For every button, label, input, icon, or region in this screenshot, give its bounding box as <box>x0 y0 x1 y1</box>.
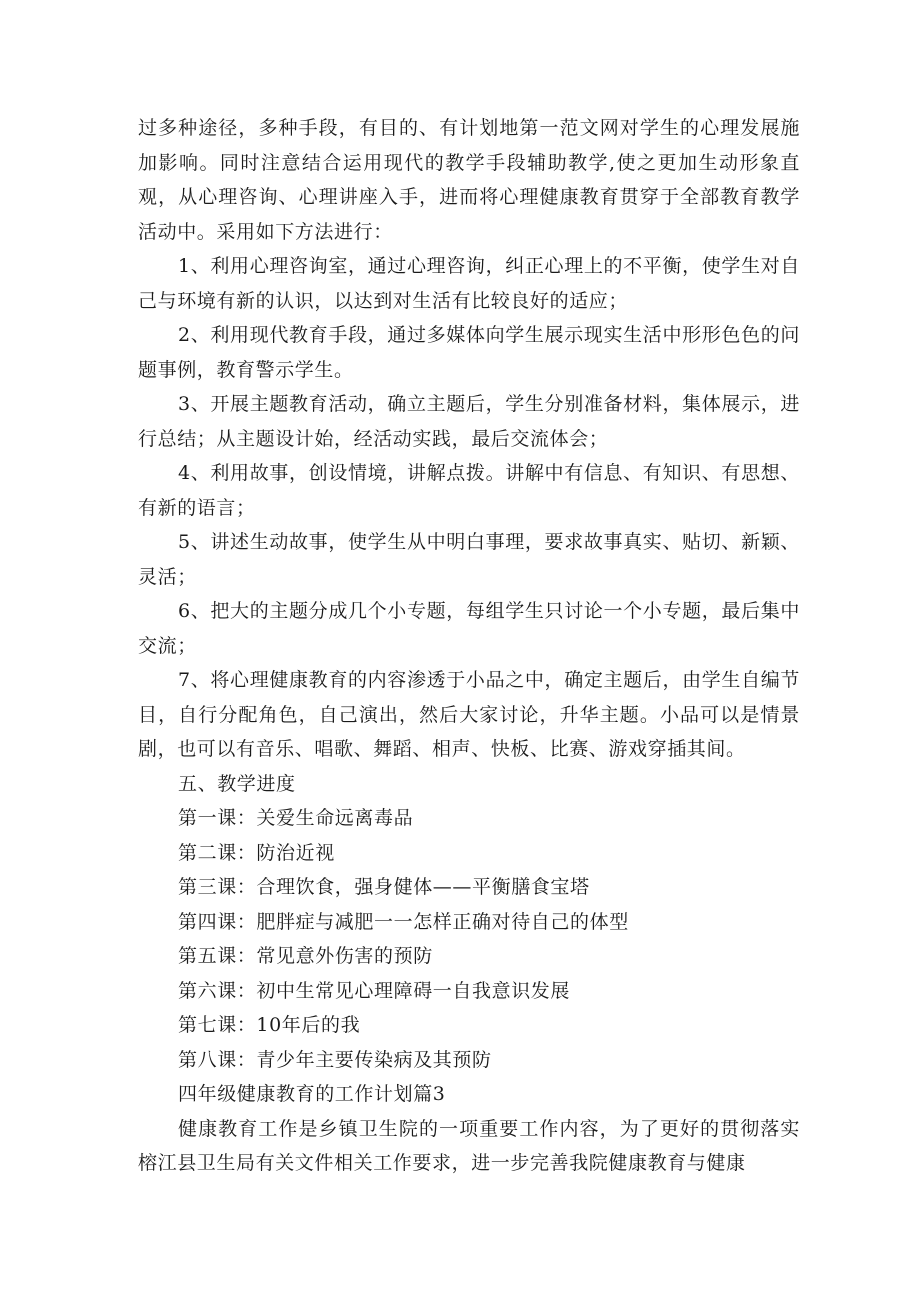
closing-paragraph: 健康教育工作是乡镇卫生院的一项重要工作内容，为了更好的贯彻落实榕江县卫生局有关文件相关工作要求，进一步完善我院健康教育与健康 <box>138 1117 800 1174</box>
method-2-paragraph: 2、利用现代教育手段，通过多媒体向学生展示现实生活中形形色色的问题事例，教育警示学生。 <box>138 324 800 381</box>
method-4-paragraph: 4、利用故事，创设情境，讲解点拨。讲解中有信息、有知识、有思想、有新的语言； <box>138 462 800 519</box>
part-title: 四年级健康教育的工作计划篇3 <box>178 1083 446 1105</box>
lesson-item-2: 第二课：防治近视 <box>178 841 335 864</box>
lesson-item-3: 第三课：合理饮食，强身健体——平衡膳食宝塔 <box>178 876 590 898</box>
method-1-paragraph: 1、利用心理咨询室，通过心理咨询，纠正心理上的不平衡，使学生对自己与环境有新的认识，以达到对生活有比较良好的适应； <box>138 255 800 312</box>
lesson-item-5: 第五课：常见意外伤害的预防 <box>178 945 433 967</box>
lesson-item-8: 第八课：青少年主要传染病及其预防 <box>178 1048 492 1071</box>
method-6-paragraph: 6、把大的主题分成几个小专题，每组学生只讨论一个小专题，最后集中交流； <box>138 600 800 657</box>
lesson-item-7: 第七课：10年后的我 <box>178 1014 361 1036</box>
section-heading: 五、教学进度 <box>178 772 296 795</box>
method-7-paragraph: 7、将心理健康教育的内容渗透于小品之中，确定主题后，由学生自编节目，自行分配角色，自己演出，然后大家讨论，升华主题。小品可以是情景剧，也可以有音乐、唱歌、舞蹈、相声、快板、比赛、游戏穿插其间。 <box>138 669 800 760</box>
lesson-item-6: 第六课：初中生常见心理障碍一自我意识发展 <box>178 979 571 1002</box>
method-3-paragraph: 3、开展主题教育活动，确立主题后，学生分别准备材料，集体展示，进行总结；从主题设计始，经活动实践，最后交流体会； <box>138 393 800 450</box>
document-body <box>138 111 800 1181</box>
lesson-item-1: 第一课：关爱生命远离毒品 <box>178 807 414 829</box>
method-5-paragraph: 5、讲述生动故事，使学生从中明白事理，要求故事真实、贴切、新颖、灵活； <box>138 531 800 588</box>
intro-paragraph: 过多种途径，多种手段，有目的、有计划地第一范文网对学生的心理发展施加影响。同时注意结合运用现代的教学手段辅助教学,使之更加生动形象直观，从心理咨询、心理讲座入手，进而将心理健康教育贯穿于全部教育教学活动中。采用如下方法进行： <box>138 117 800 243</box>
lesson-item-4: 第四课：肥胖症与减肥一一怎样正确对待自己的体型 <box>178 910 629 933</box>
